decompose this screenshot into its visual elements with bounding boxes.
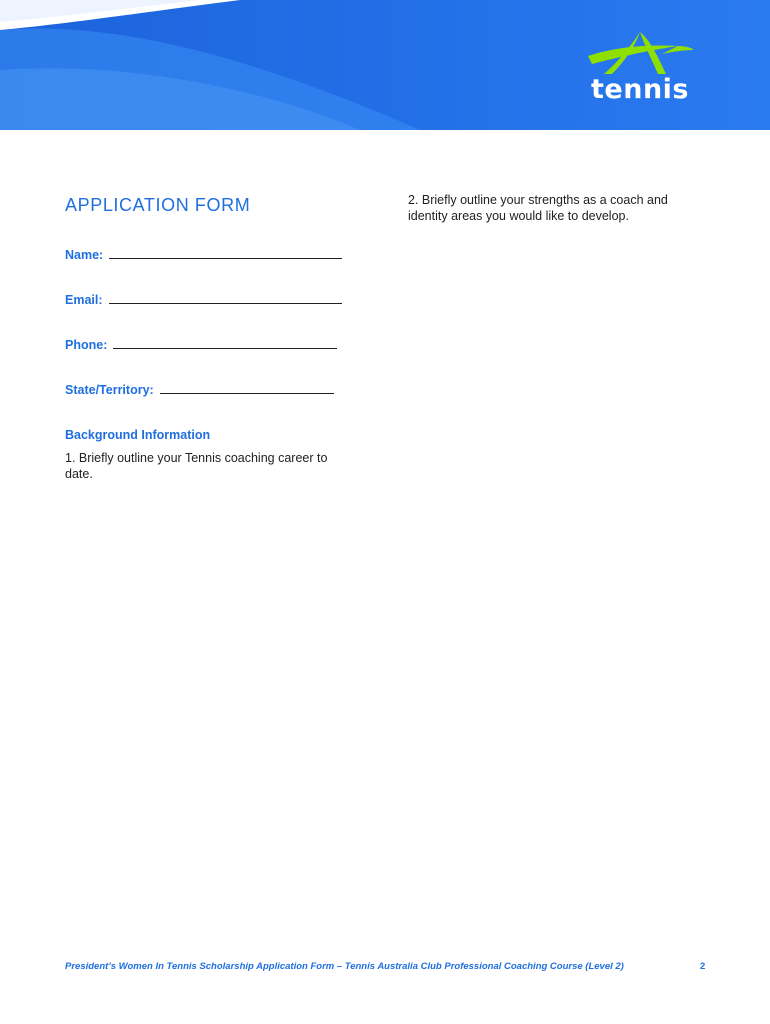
state-territory-input-line[interactable] (160, 392, 334, 394)
name-label: Name: (65, 248, 104, 262)
name-field[interactable] (65, 248, 342, 262)
email-field[interactable] (65, 293, 342, 307)
form-title: APPLICATION FORM (65, 195, 251, 215)
question-2: 2. Briefly outline your strengths as a coach and identity areas you would like to develop. (408, 193, 668, 223)
phone-label: Phone: (65, 338, 108, 352)
phone-input-line[interactable] (113, 347, 337, 349)
tennis-logo (582, 30, 698, 105)
question-1: 1. Briefly outline your Tennis coaching career to date. (65, 451, 328, 481)
email-input-line[interactable] (109, 302, 342, 304)
state-territory-field[interactable] (65, 383, 334, 397)
name-input-line[interactable] (109, 257, 342, 259)
tennis-logo-swoosh-icon (582, 30, 698, 80)
email-label: Email: (65, 293, 103, 307)
state-territory-label: State/Territory: (65, 383, 154, 397)
page-number: 2 (700, 961, 706, 972)
background-information-heading: Background Information (65, 428, 211, 442)
tennis-logo-text: tennis (591, 74, 689, 105)
phone-field[interactable] (65, 338, 337, 352)
header-banner (0, 0, 770, 130)
footer-text: President’s Women In Tennis Scholarship Application Form – Tennis Australia Club Professional Coaching Course (Level 2) (65, 961, 624, 972)
